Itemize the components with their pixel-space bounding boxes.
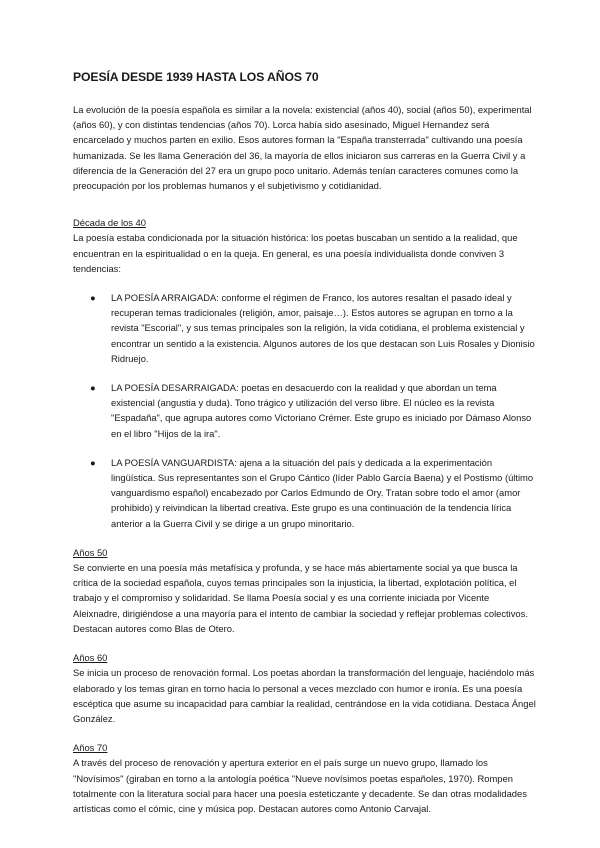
document-title: POESÍA DESDE 1939 HASTA LOS AÑOS 70 bbox=[73, 70, 319, 84]
section-heading-70s: Años 70 bbox=[73, 742, 108, 754]
tendencies-list bbox=[73, 290, 538, 531]
section-40s bbox=[73, 215, 538, 531]
section-heading-40s: Década de los 40 bbox=[73, 217, 146, 229]
section-60s bbox=[73, 650, 538, 726]
list-item bbox=[73, 380, 538, 441]
list-item-text: LA POESÍA VANGUARDISTA: ajena a la situación del país y dedicada a la experimentación lingüística. Sus representantes son el Grupo Cántico (líder Pablo García Baena) y el Postismo (último vanguardismo español) encabezado por Carlos Edmundo de Ory. Tratan sobre todo el amor (amor prohibido) y reivindican la libertad creativa. Este grupo es una continuación de la tendencia lírica anterior a la Guerra Civil y se dirige a un grupo minoritario. bbox=[111, 456, 534, 529]
list-item-text: LA POESÍA ARRAIGADA: conforme el régimen de Franco, los autores resaltan el pasado ideal y recuperan temas tradicionales (religión, amor, paisaje…). Estos autores se agrupan en torno a la revista "Escorial", y sus temas principales son la religión, la vida cotidiana, el problema existencial y encontrar un sentido a la existencia. Algunos autores de los que destacan son Luis Rosales y Dionisio Ridruejo. bbox=[111, 292, 535, 364]
list-item bbox=[73, 455, 538, 531]
intro-paragraph: La evolución de la poesía española es similar a la novela: existencial (años 40), social (años 50), experimental (años 60), y con distintas tendencias (años 70). Lorca había sido asesinado, Miguel Hernandez será encarcelado y muchos parten en exilio. Esos autores forman la "España transterrada" cultivando una poesía humanizada. Se les llama Generación del 36, la mayoría de ellos iniciaron sus carreras en la Guerra Civil y a diferencia de la Generación del 27 era un grupo poco unitario. Además tenían caracteres comunes como la preocupación por los problemas humanos y el subjetivismo y cotidianidad. bbox=[73, 104, 532, 192]
bullet-icon: ● bbox=[90, 292, 96, 304]
section-text-50s: Se convierte en una poesía más metafísica y profunda, y se hace más abiertamente social ya que busca la crítica de la sociedad española, cuyos temas principales son la injusticia, la libertad, explotación política, el trabajo y el compromiso y solidaridad. Se llama Poesía social y es una corriente iniciada por Vicente Aleixnadre, dirigiéndose a una mayoría para el intento de cambiar la sociedad y reflejar problemas colectivos. Destacan autores como Blas de Otero. bbox=[73, 562, 528, 634]
bullet-icon: ● bbox=[90, 456, 96, 468]
section-text-60s: Se inicia un proceso de renovación formal. Los poetas abordan la transformación del lenguaje, haciéndolo más elaborado y los temas giran en torno hacia lo personal a veces mezclado con humor e ironía. Es una poesía escéptica que asume su incapacidad para cambiar la realidad, centrándose en la vida cotidiana. Destaca Ángel González. bbox=[73, 667, 536, 724]
section-50s bbox=[73, 545, 538, 636]
section-text-70s: A través del proceso de renovación y apertura exterior en el país surge un nuevo grupo, llamado los "Novísimos" (giraban en torno a la antología poética "Nueve novísimos poetas españoles, 1970). Rompen totalmente con la literatura social para hacer una poesía esteticzante y decadente. Se dan otras modalidades artísticas como el cómic, cine y música pop. Destacan autores como Antonio Carvajal. bbox=[73, 757, 527, 814]
bullet-icon: ● bbox=[90, 382, 96, 394]
list-item bbox=[73, 290, 538, 366]
section-heading-60s: Años 60 bbox=[73, 652, 108, 664]
section-text-40s: La poesía estaba condicionada por la situación histórica: los poetas buscaban un sentido a la realidad, que encuentran en la espiritualidad o en la queja. En general, es una poesía individualista donde conviven 3 tendencias: bbox=[73, 232, 518, 274]
section-70s bbox=[73, 740, 538, 816]
section-heading-50s: Años 50 bbox=[73, 546, 108, 558]
list-item-text: LA POESÍA DESARRAIGADA: poetas en desacuerdo con la realidad y que abordan un tema existencial (angustia y duda). Tono trágico y utilización del verso libre. El núcleo es la revista "Espadaña", que agrupa autores como Victoriano Crémer. Este grupo es iniciado por Dámaso Alonso en el libro "Hijos de la ira". bbox=[111, 382, 532, 439]
